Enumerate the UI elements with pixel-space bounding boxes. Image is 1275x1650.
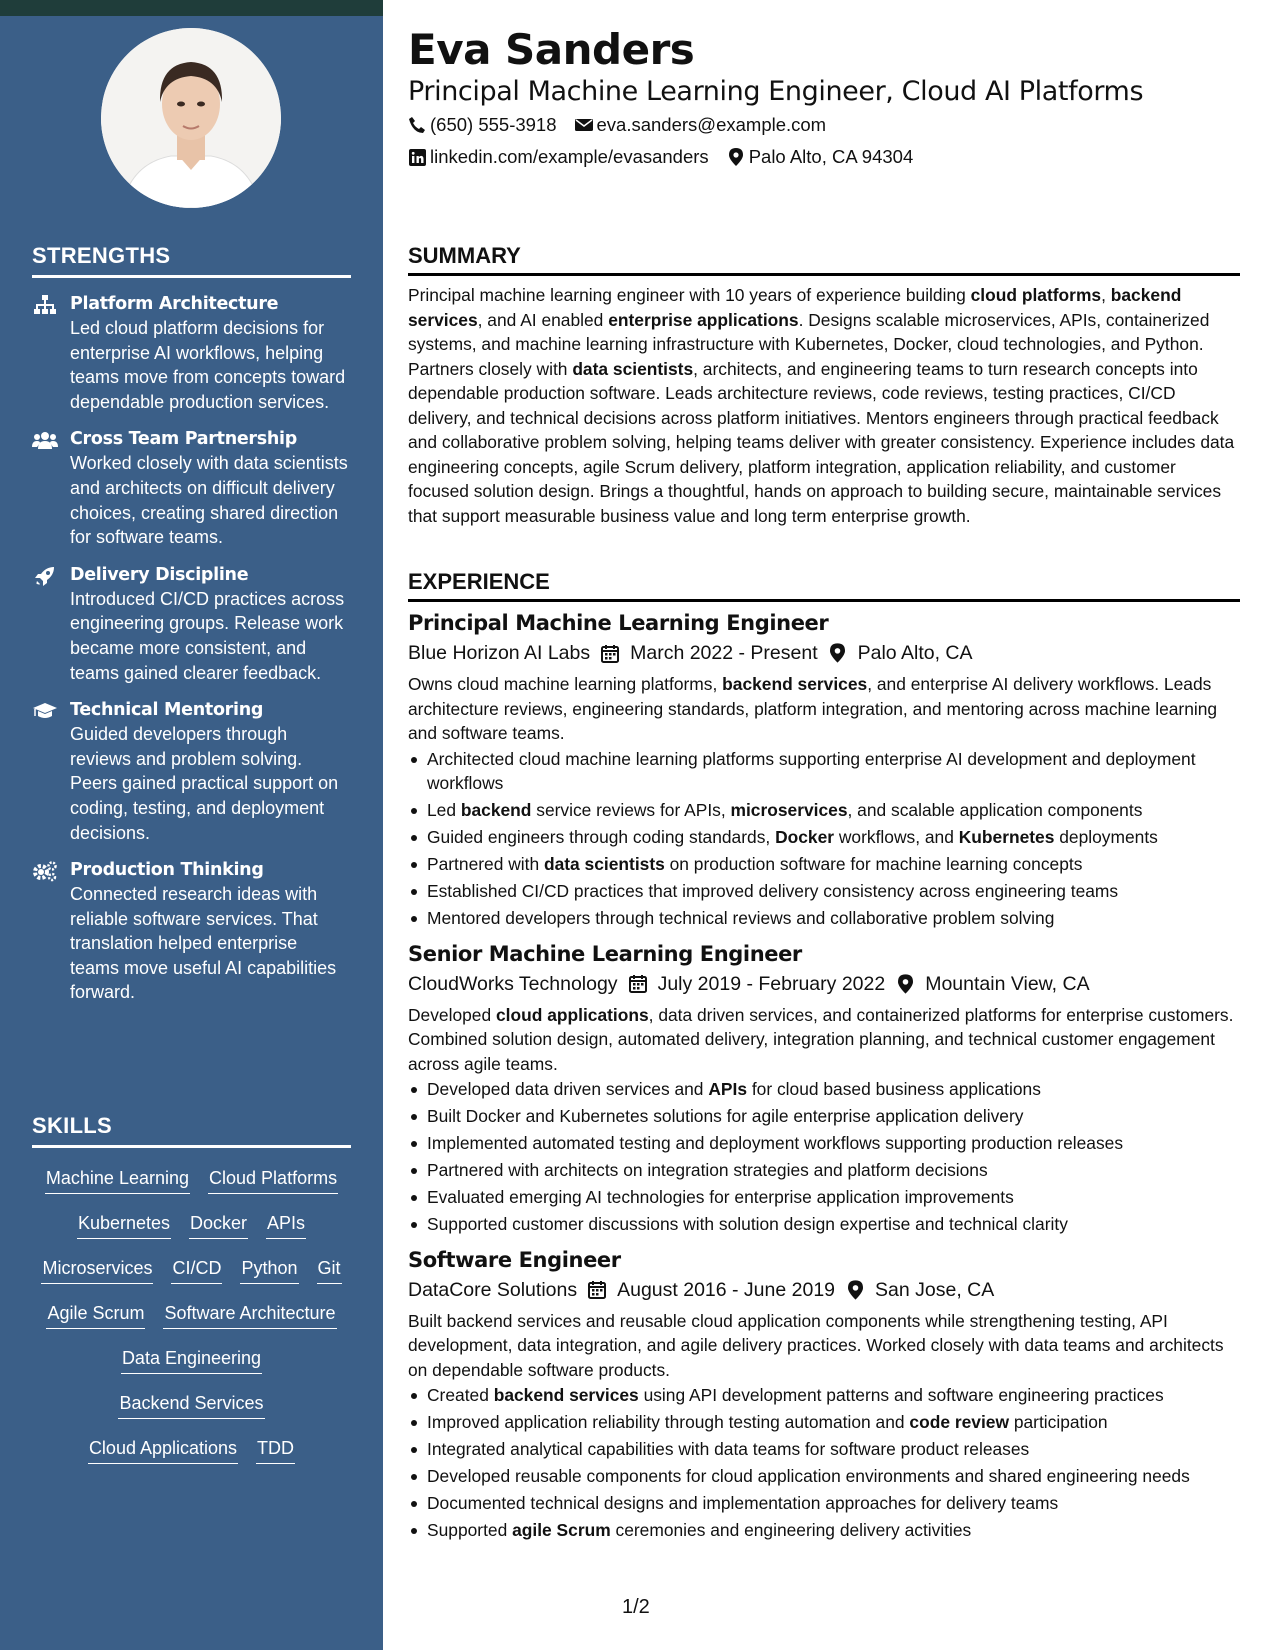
job-meta: [408, 638, 1240, 668]
phone-icon: [408, 116, 426, 134]
text-run: , and AI enabled: [477, 309, 609, 330]
calendar-icon: [600, 643, 620, 663]
bullet-item: [408, 879, 1240, 904]
emphasis-text: data scientists: [543, 854, 665, 874]
emphasis-text: cloud platforms: [970, 285, 1102, 305]
skill-tag: Cloud Platforms: [208, 1166, 338, 1194]
map-pin-icon: [727, 148, 745, 166]
contact-location: [727, 145, 914, 169]
strength-title: Technical Mentoring: [70, 700, 264, 721]
skill-tag: Data Engineering: [121, 1346, 262, 1374]
company-name: CloudWorks Technology: [408, 972, 618, 995]
job-title: Software Engineer: [408, 1247, 621, 1272]
emphasis-text: agile Scrum: [512, 1520, 611, 1540]
strength-title: Cross Team Partnership: [70, 429, 297, 450]
emphasis-text: microservices: [730, 800, 848, 820]
bullet-item: [408, 1518, 1240, 1543]
sidebar-top-bar: [0, 0, 383, 16]
skill-row: [88, 1436, 295, 1481]
job-bullets: [408, 1077, 1240, 1237]
bullet-item: [408, 825, 1240, 850]
bullet-item: [408, 1131, 1240, 1156]
emphasis-text: APIs: [708, 1079, 747, 1099]
text-run: Partnered with: [427, 854, 544, 874]
job-location: Palo Alto, CA: [857, 642, 973, 664]
emphasis-text: backend services: [493, 1385, 639, 1405]
job-meta: [408, 1275, 1240, 1305]
skill-tag: Python: [240, 1256, 298, 1284]
text-run: Established CI/CD practices that improved delivery consistency across engineering teams: [427, 881, 1119, 901]
text-run: Owns cloud machine learning platforms,: [408, 674, 723, 694]
emphasis-text: backend services: [722, 674, 868, 694]
map-pin-icon: [845, 1280, 865, 1300]
users-icon: [32, 429, 58, 451]
text-run: deployments: [1054, 827, 1158, 847]
strength-item: [32, 292, 351, 414]
skill-row: [121, 1346, 262, 1391]
bullet-item: [408, 852, 1240, 877]
skill-tag: Microservices: [41, 1256, 153, 1284]
bullet-item: [408, 1383, 1240, 1408]
job-dates: March 2022 - Present: [630, 642, 818, 664]
strength-item: [32, 563, 351, 685]
text-run: Developed data driven services and: [427, 1079, 709, 1099]
job-description: [408, 1309, 1240, 1383]
bullet-item: [408, 747, 1240, 796]
bullet-item: [408, 1464, 1240, 1489]
text-run: Supported: [427, 1520, 513, 1540]
calendar-icon: [587, 1280, 607, 1300]
text-run: Led: [427, 800, 461, 820]
job-description: [408, 672, 1240, 746]
strength-description: Worked closely with data scientists and architects on difficult delivery choices, creating shared direction for software teams.: [70, 453, 348, 548]
text-run: . Designs scalable microservices, APIs, containerized systems, and machine learning infrastructure with Kubernetes, Docker, cloud technologies, and Python. Partners closely with: [408, 309, 1210, 379]
emphasis-text: backend: [460, 800, 532, 820]
skill-tag: TDD: [256, 1436, 295, 1464]
graduation-cap-icon: [32, 700, 58, 722]
emphasis-text: data scientists: [572, 358, 694, 379]
skill-tag: Agile Scrum: [46, 1301, 145, 1329]
text-run: service reviews for APIs,: [531, 800, 731, 820]
map-pin-icon: [828, 643, 848, 663]
contact-phone: [408, 113, 557, 137]
summary-heading: SUMMARY: [408, 243, 1240, 276]
job-bullets: [408, 747, 1240, 931]
bullet-item: [408, 1185, 1240, 1210]
summary-section: [408, 243, 1240, 528]
text-run: , and enterprise AI delivery workflows. Leads architecture reviews, engineering standards, platform integration, and mentoring across machine learning and software teams.: [408, 674, 1218, 743]
job-list: [408, 608, 1240, 1543]
skill-tag: Docker: [189, 1211, 248, 1239]
strength-description: Led cloud platform decisions for enterprise AI workflows, helping teams move from concepts toward dependable production services.: [70, 318, 346, 412]
linkedin-icon: [408, 148, 426, 166]
emphasis-text: Docker: [775, 827, 835, 847]
text-run: Developed: [408, 1004, 496, 1025]
calendar-icon: [628, 974, 648, 994]
summary-text: [408, 283, 1240, 528]
text-run: on production software for machine learning concepts: [664, 854, 1083, 874]
bullet-item: [408, 1158, 1240, 1183]
gears-icon: [32, 860, 58, 882]
strength-description: Connected research ideas with reliable software services. That translation helped enterprise teams move useful AI capabilities forward.: [70, 884, 337, 1003]
job-title: Senior Machine Learning Engineer: [408, 941, 802, 966]
job-location: San Jose, CA: [875, 1278, 995, 1301]
text-run: Integrated analytical capabilities with data teams for software product releases: [427, 1439, 1030, 1459]
map-pin-icon: [895, 974, 915, 994]
strength-title: Delivery Discipline: [70, 564, 249, 585]
skill-tag: Git: [317, 1256, 342, 1284]
location-text: Palo Alto, CA 94304: [748, 146, 914, 167]
bullet-item: [408, 1437, 1240, 1462]
skill-tag: APIs: [266, 1211, 306, 1239]
email-address: eva.sanders@example.com: [596, 114, 827, 135]
candidate-name: Eva Sanders: [408, 25, 695, 74]
phone-number: (650) 555-3918: [430, 114, 557, 135]
skill-row: [46, 1301, 336, 1346]
skill-row: [45, 1166, 338, 1211]
skill-row: [77, 1211, 306, 1256]
bullet-item: [408, 798, 1240, 823]
sitemap-icon: [32, 294, 58, 316]
text-run: Documented technical designs and implementation approaches for delivery teams: [427, 1493, 1059, 1513]
skill-tag: Kubernetes: [77, 1211, 171, 1239]
page-number: 1/2: [622, 1596, 650, 1618]
strength-title: Production Thinking: [70, 860, 264, 881]
skill-tag: CI/CD: [171, 1256, 222, 1284]
text-run: ,: [1101, 285, 1111, 305]
skill-row: [118, 1391, 264, 1436]
skill-tag: Backend Services: [118, 1391, 264, 1419]
job-dates: August 2016 - June 2019: [617, 1278, 836, 1301]
text-run: Architected cloud machine learning platforms supporting enterprise AI development and deployment workflows: [427, 748, 1196, 793]
text-run: Improved application reliability through testing automation and: [427, 1412, 910, 1432]
contact-email: [575, 113, 827, 137]
experience-heading: EXPERIENCE: [408, 569, 1240, 602]
job-location: Mountain View, CA: [925, 972, 1090, 995]
text-run: ceremonies and engineering delivery activities: [610, 1520, 972, 1540]
text-run: , data driven services, and containerized platforms for enterprise customers. Combined solution design, automated delivery, integration planning, and technical customer engagement across agile teams.: [408, 1004, 1234, 1074]
text-run: using API development patterns and software engineering practices: [638, 1385, 1164, 1405]
emphasis-text: code review: [909, 1412, 1009, 1432]
company-name: Blue Horizon AI Labs: [408, 642, 591, 664]
emphasis-text: enterprise applications: [608, 309, 799, 330]
contact-linkedin: [408, 145, 709, 169]
bullet-item: [408, 906, 1240, 931]
text-run: for cloud based business applications: [747, 1079, 1041, 1099]
strength-description: Guided developers through reviews and problem solving. Peers gained practical support on coding, testing, and deployment decisions.: [70, 724, 339, 843]
skill-tag: Machine Learning: [45, 1166, 190, 1194]
text-run: , architects, and engineering teams to turn research concepts into dependable production software. Leads architecture reviews, code reviews, testing practices, CI/CD delivery, and technical decisions across platform initiatives. Mentors engineers through practical feedback and collaborative problem solving, helping teams deliver with greater consistency. Experience includes data engineering concepts, agile Scrum delivery, platform integration, application reliability, and customer focused solution design. Brings a thoughtful, hands on approach to building secure, maintainable services that support measurable business value and long term enterprise growth.: [408, 358, 1235, 526]
text-run: Implemented automated testing and deployment workflows supporting production releases: [427, 1133, 1124, 1153]
rocket-icon: [32, 565, 58, 587]
skill-tag: Software Architecture: [163, 1301, 336, 1329]
skill-tag: Cloud Applications: [88, 1436, 238, 1464]
job-entry: [408, 939, 1240, 1237]
text-run: Partnered with architects on integration strategies and platform decisions: [427, 1160, 988, 1180]
skill-row: [41, 1256, 341, 1301]
emphasis-text: Kubernetes: [958, 827, 1055, 847]
text-run: Principal machine learning engineer with 10 years of experience building: [408, 285, 971, 305]
strengths-heading: STRENGTHS: [32, 243, 351, 278]
bullet-item: [408, 1104, 1240, 1129]
envelope-icon: [575, 116, 593, 134]
text-run: participation: [1008, 1412, 1108, 1432]
text-run: Built Docker and Kubernetes solutions for agile enterprise application delivery: [427, 1106, 1024, 1126]
experience-section: [408, 569, 1240, 1545]
job-dates: July 2019 - February 2022: [657, 972, 886, 995]
bullet-item: [408, 1212, 1240, 1237]
skills-section: [32, 1113, 351, 1481]
text-run: Created: [427, 1385, 494, 1405]
job-bullets: [408, 1383, 1240, 1543]
bullet-item: [408, 1491, 1240, 1516]
text-run: Mentored developers through technical reviews and collaborative problem solving: [427, 908, 1055, 928]
bullet-item: [408, 1410, 1240, 1435]
sidebar: [0, 0, 383, 1650]
job-meta: [408, 969, 1240, 999]
text-run: Evaluated emerging AI technologies for enterprise application improvements: [427, 1187, 1014, 1207]
emphasis-text: cloud applications: [495, 1004, 649, 1025]
job-entry: [408, 1245, 1240, 1543]
strengths-section: [32, 243, 351, 1005]
text-run: Guided engineers through coding standards,: [427, 827, 776, 847]
job-entry: [408, 608, 1240, 931]
strength-item: [32, 858, 351, 1005]
skills-list: [32, 1166, 351, 1481]
strength-item: [32, 698, 351, 845]
job-title: Principal Machine Learning Engineer: [408, 611, 829, 635]
job-description: [408, 1003, 1240, 1077]
bullet-item: [408, 1077, 1240, 1102]
linkedin-url: linkedin.com/example/evasanders: [430, 146, 709, 167]
company-name: DataCore Solutions: [408, 1278, 578, 1301]
emphasis-text: backend services: [408, 285, 1182, 330]
contact-row: [408, 145, 913, 169]
text-run: workflows, and: [834, 827, 959, 847]
candidate-title: Principal Machine Learning Engineer, Cloud AI Platforms: [408, 76, 1144, 107]
text-run: Developed reusable components for cloud application environments and shared engineering needs: [427, 1466, 1190, 1486]
text-run: , and scalable application components: [847, 800, 1143, 820]
profile-photo: [101, 28, 281, 208]
strength-title: Platform Architecture: [70, 294, 279, 314]
text-run: Built backend services and reusable cloud application components while strengthening testing, API development, data integration, and agile delivery practices. Worked closely with data teams and architects on dependable software products.: [408, 1310, 1224, 1380]
strength-item: [32, 427, 351, 549]
strength-description: Introduced CI/CD practices across engineering groups. Release work became more consistent, and teams gained clearer feedback.: [70, 588, 345, 683]
contact-row: [408, 113, 826, 137]
skills-heading: SKILLS: [32, 1113, 351, 1148]
text-run: Supported customer discussions with solution design expertise and technical clarity: [427, 1214, 1068, 1234]
